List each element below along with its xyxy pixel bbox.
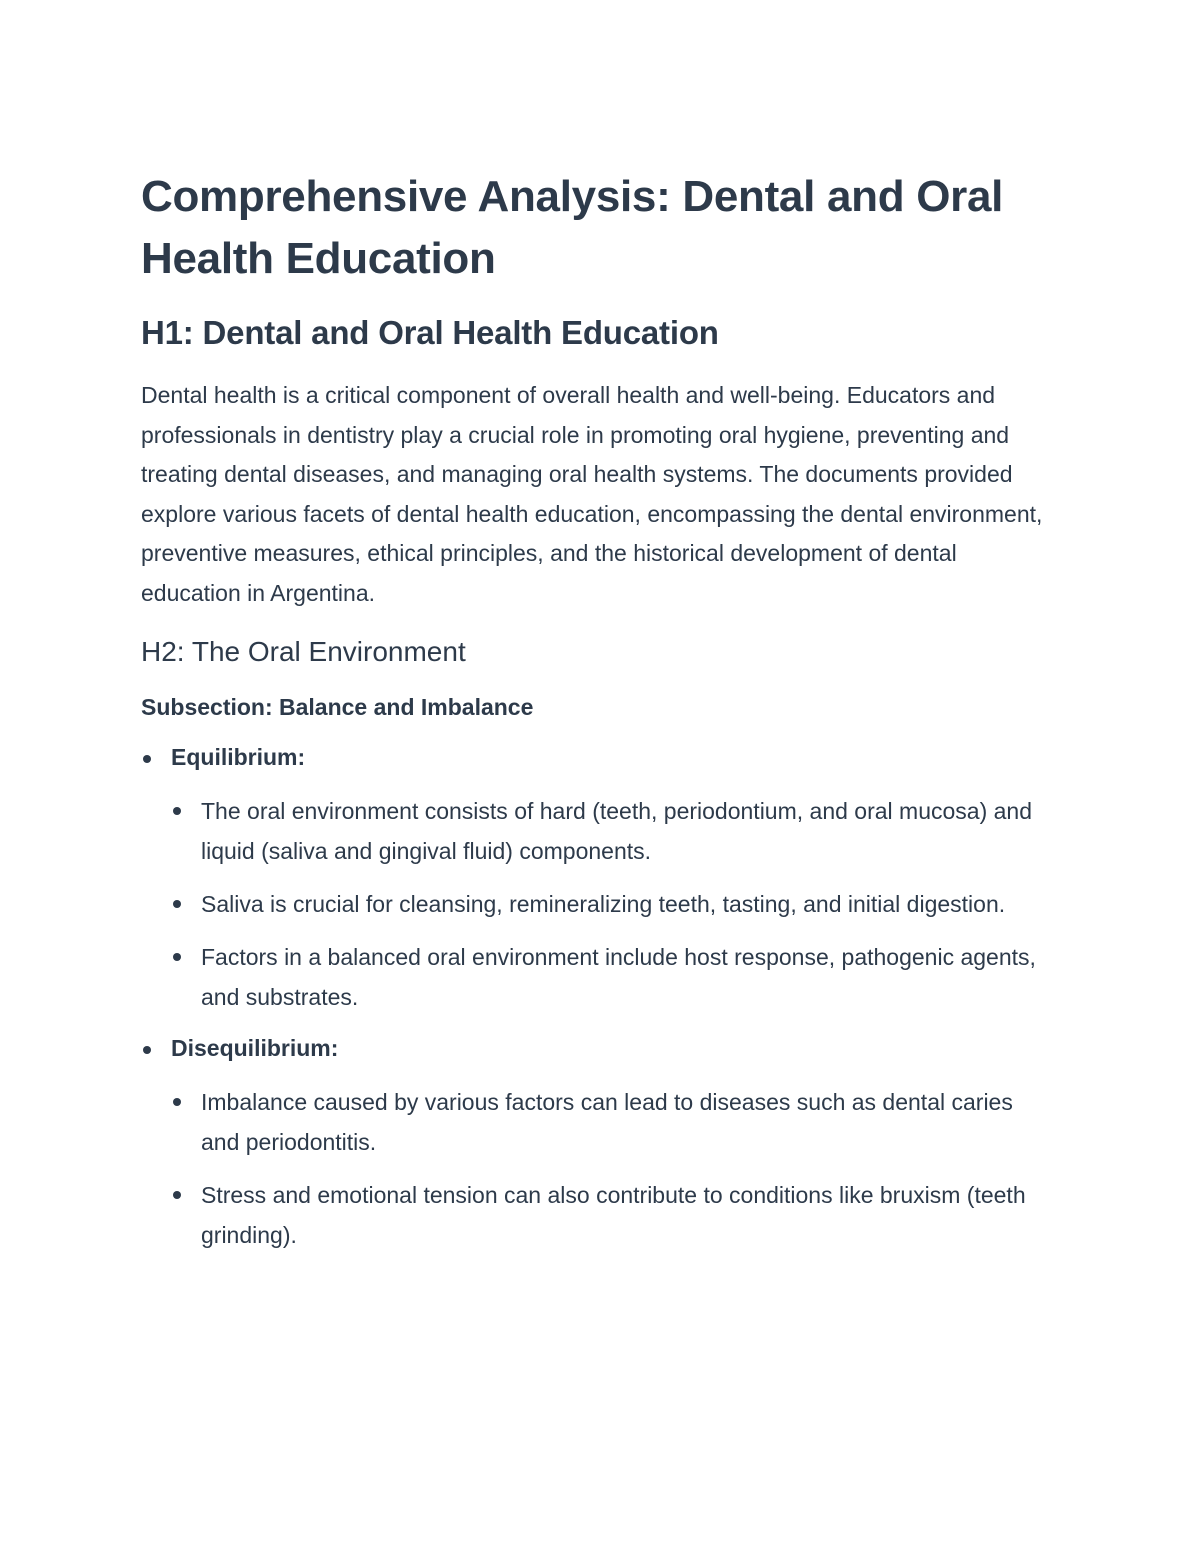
bullet-icon [173, 953, 181, 961]
bullet-icon [173, 807, 181, 815]
heading-h1: H1: Dental and Oral Health Education [141, 314, 719, 351]
bullet-icon [143, 755, 151, 763]
disequilibrium-sublist [171, 1082, 1051, 1255]
bullet-icon [173, 1191, 181, 1199]
list-item [171, 1175, 1051, 1255]
bullet-icon [143, 1046, 151, 1054]
list-item [171, 937, 1051, 1017]
group-label-disequilibrium: Disequilibrium: [171, 1034, 339, 1061]
list-item-equilibrium [141, 740, 1051, 1017]
list-item-text: Factors in a balanced oral environment include host response, pathogenic agents, and substrates. [201, 943, 1036, 1010]
list-item-text: Imbalance caused by various factors can lead to diseases such as dental caries and periodontitis. [201, 1088, 1013, 1155]
list-item-text: The oral environment consists of hard (teeth, periodontium, and oral mucosa) and liquid (saliva and gingival fluid) components. [201, 797, 1032, 864]
subsection-heading: Subsection: Balance and Imbalance [141, 693, 534, 720]
document-content [141, 166, 1051, 1255]
equilibrium-sublist [171, 791, 1051, 1017]
topic-list [141, 740, 1051, 1255]
document-title: Comprehensive Analysis: Dental and Oral Health Education [141, 172, 1004, 283]
group-label-equilibrium: Equilibrium: [171, 743, 306, 770]
list-item [171, 791, 1051, 871]
bullet-icon [173, 1098, 181, 1106]
heading-h2: H2: The Oral Environment [141, 635, 466, 667]
bullet-icon [173, 900, 181, 908]
list-item-text: Saliva is crucial for cleansing, remineralizing teeth, tasting, and initial digestion. [201, 890, 1006, 917]
list-item [171, 1082, 1051, 1162]
list-item-text: Stress and emotional tension can also contribute to conditions like bruxism (teeth grinding). [201, 1181, 1026, 1248]
intro-paragraph: Dental health is a critical component of overall health and well-being. Educators and professionals in dentistry play a crucial role in promoting oral hygiene, preventing and treating dental diseases, and managing oral health systems. The documents provided explore various facets of dental health education, encompassing the dental environment, preventive measures, ethical principles, and the historical development of dental education in Argentina. [141, 382, 1043, 606]
list-item [171, 884, 1051, 924]
list-item-disequilibrium [141, 1031, 1051, 1255]
